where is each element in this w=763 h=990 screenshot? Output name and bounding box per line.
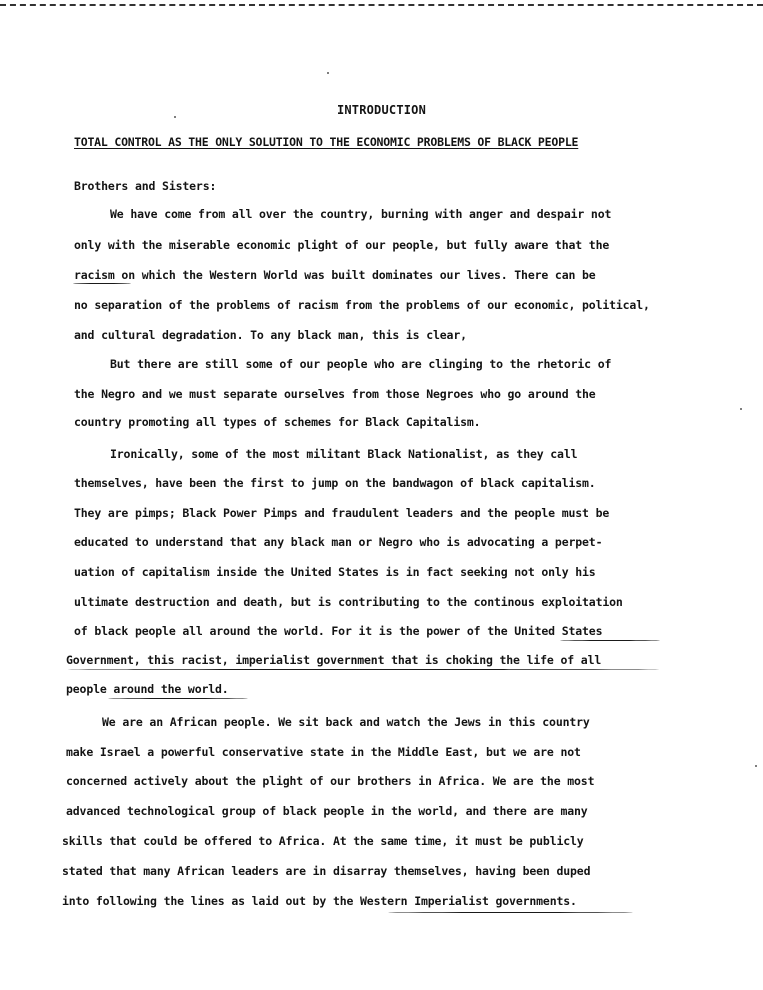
handwritten-underline <box>388 912 633 913</box>
body-line: make Israel a powerful conservative state in the Middle East, but we are not <box>66 745 581 759</box>
top-dashed-rule <box>0 4 763 6</box>
body-line: Ironically, some of the most militant Black Nationalist, as they call <box>110 447 578 461</box>
body-line: themselves, have been the first to jump on the bandwagon of black capitalism. <box>74 476 596 490</box>
body-line: stated that many African leaders are in disarray themselves, having been duped <box>62 864 591 878</box>
document-subtitle: TOTAL CONTROL AS THE ONLY SOLUTION TO THE ECONOMIC PROBLEMS OF BLACK PEOPLE <box>74 135 579 149</box>
body-line: advanced technological group of black people in the world, and there are many <box>66 804 588 818</box>
salutation: Brothers and Sisters: <box>74 179 217 193</box>
handwritten-underline <box>73 283 131 284</box>
scan-speck <box>740 408 742 410</box>
body-line: racism on which the Western World was built dominates our lives. There can be <box>74 268 596 282</box>
handwritten-underline <box>108 698 248 699</box>
body-line: We have come from all over the country, burning with anger and despair not <box>110 207 612 221</box>
scan-speck <box>755 765 757 767</box>
body-line: ultimate destruction and death, but is contributing to the continous exploitation <box>74 595 623 609</box>
body-line: We are an African people. We sit back and watch the Jews in this country <box>102 715 590 729</box>
body-line: the Negro and we must separate ourselves from those Negroes who go around the <box>74 387 596 401</box>
body-line: only with the miserable economic plight of our people, but fully aware that the <box>74 238 610 252</box>
body-line: educated to understand that any black man or Negro who is advocating a perpet- <box>74 535 603 549</box>
body-line: people around the world. <box>66 682 229 696</box>
body-line: uation of capitalism inside the United States is in fact seeking not only his <box>74 565 596 579</box>
body-line: no separation of the problems of racism from the problems of our economic, political, <box>74 298 650 312</box>
body-line: concerned actively about the plight of our brothers in Africa. We are the most <box>66 774 595 788</box>
body-line: of black people all around the world. For it is the power of the United States <box>74 624 603 638</box>
body-line: They are pimps; Black Power Pimps and fraudulent leaders and the people must be <box>74 506 610 520</box>
body-line: But there are still some of our people who are clinging to the rhetoric of <box>110 357 612 371</box>
body-line: Government, this racist, imperialist government that is choking the life of all <box>66 653 602 667</box>
body-line: and cultural degradation. To any black man, this is clear, <box>74 328 467 342</box>
handwritten-underline <box>560 640 660 641</box>
body-line: country promoting all types of schemes for Black Capitalism. <box>74 415 481 429</box>
page-heading: INTRODUCTION <box>336 103 427 117</box>
body-line: into following the lines as laid out by the Western Imperialist governments. <box>62 894 577 908</box>
scan-speck <box>174 116 176 118</box>
handwritten-underline <box>66 669 661 670</box>
body-line: skills that could be offered to Africa. At the same time, it must be publicly <box>62 834 584 848</box>
scan-speck <box>327 72 329 74</box>
